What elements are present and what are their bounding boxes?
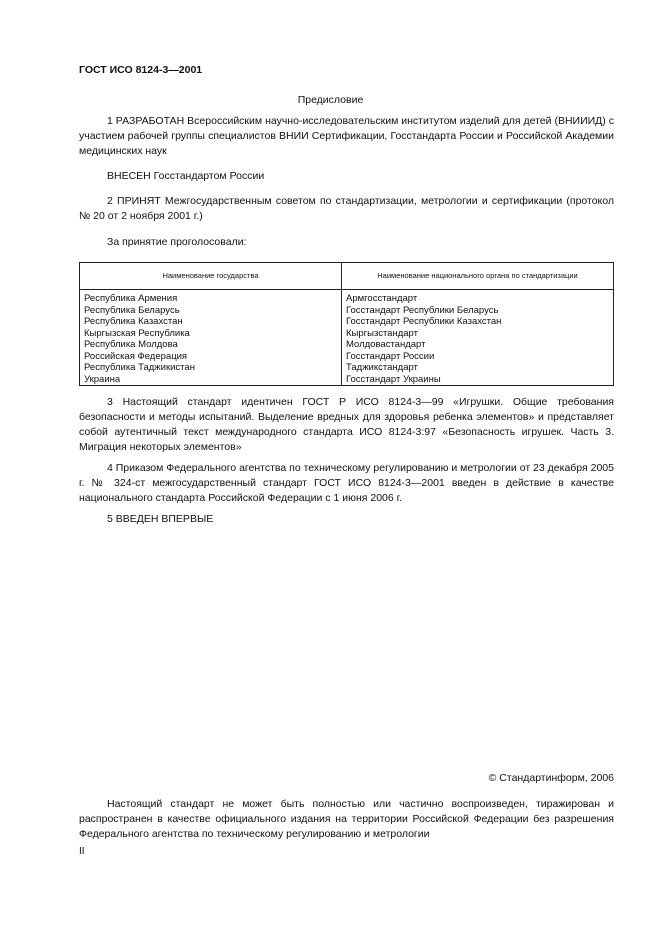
table-header-row [80, 263, 614, 290]
state-name: Украина [84, 373, 121, 385]
standards-body-name: Госстандарт России [346, 350, 435, 362]
reproduction-notice: Настоящий стандарт не может быть полностью или частично воспроизведен, тиражирован и распространен в качестве официального издания на территории Российской Федерации без разрешения Федерального агентства по техническому регулированию и метрологии [79, 798, 614, 840]
table-header-state: Наименование государства [80, 263, 342, 290]
state-name: Республика Армения [84, 293, 178, 304]
bodies-column [342, 290, 614, 386]
standards-body-name: Госстандарт Украины [346, 373, 441, 385]
paragraph-order: 4 Приказом Федерального агентства по техническому регулированию и метрологии от 23 декабря 2005 г. № 324-ст межгосударственный стандарт ГОСТ ИСО 8124-3—2001 введен в действие в качестве национального стандарта Российской Федерации с 1 июня 2006 г. [79, 462, 614, 504]
state-name: Республика Казахстан [84, 316, 183, 327]
paragraph-identical: 3 Настоящий стандарт идентичен ГОСТ Р ИСО 8124-3—99 «Игрушки. Общие требования безопасности и методы испытаний. Выделение вредных для здоровья ребенка элементов» и представляет собой аутентичный текст международного стандарта ИСО 8124-3:97 «Безопасность игрушек. Часть 3. Миграция некоторых элементов» [79, 396, 614, 453]
paragraph-first-introduced: 5 ВВЕДЕН ВПЕРВЫЕ [107, 513, 214, 525]
state-name: Республика Таджикистан [84, 362, 195, 373]
page-title: Предисловие [297, 94, 364, 106]
state-name: Кыргызская Республика [84, 327, 190, 339]
standards-body-name: Кыргызстандарт [346, 327, 418, 339]
paragraph-developed: 1 РАЗРАБОТАН Всероссийским научно-исследовательским институтом изделий для детей (ВНИИИД) с участием рабочей группы специалистов ВНИИ Сертификации, Госстандарта России и Российской Академии медицинских наук [79, 115, 614, 157]
paragraph-voted: За принятие проголосовали: [107, 236, 247, 248]
voting-states-table [79, 262, 614, 386]
standards-body-name: Армгосстандарт [346, 293, 418, 304]
paragraph-adopted: 2 ПРИНЯТ Межгосударственным советом по стандартизации, метрологии и сертификации (протокол № 20 от 2 ноября 2001 г.) [79, 195, 614, 222]
state-name: Российская Федерация [84, 350, 188, 362]
paragraph-introduced: ВНЕСЕН Госстандартом России [107, 170, 265, 182]
table-header-body: Наименование национального органа по стандартизации [342, 263, 614, 290]
standards-body-name: Молдовастандарт [346, 339, 426, 350]
state-name: Республика Беларусь [84, 304, 180, 316]
standards-body-name: Госстандарт Республики Казахстан [346, 316, 502, 327]
standards-body-name: Госстандарт Республики Беларусь [346, 304, 499, 316]
standards-body-name: Таджикстандарт [346, 362, 418, 373]
table-row [80, 290, 614, 386]
states-column [80, 290, 342, 386]
copyright-notice: © Стандартинформ, 2006 [488, 772, 614, 784]
state-name: Республика Молдова [84, 339, 178, 350]
document-code-header: ГОСТ ИСО 8124-3—2001 [79, 64, 203, 76]
page-number: II [79, 846, 85, 857]
